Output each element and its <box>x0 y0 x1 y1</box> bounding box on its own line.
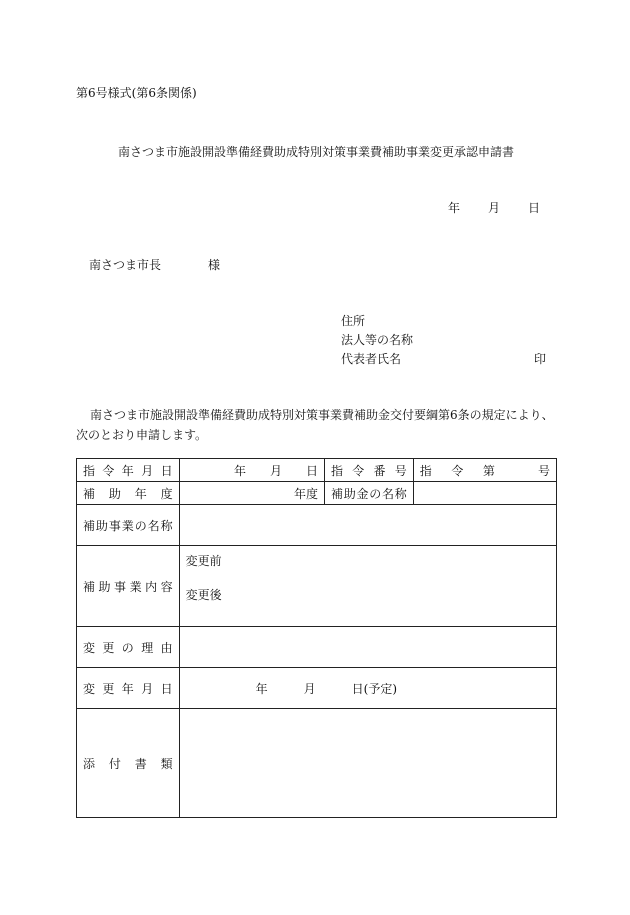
date-year: 年 <box>448 201 461 215</box>
after-change-label: 変更後 <box>185 588 222 602</box>
project-content-label: 補助事業内容 <box>77 546 180 627</box>
directive-date-label: 指令年月日 <box>77 459 180 482</box>
directive-number-suffix: 号 <box>537 463 550 478</box>
change-date-label: 変更年月日 <box>77 668 180 709</box>
applicant-address-label: 住所 <box>341 314 366 328</box>
change-month-unit: 月 <box>303 681 316 696</box>
directive-date-field[interactable] <box>179 459 324 482</box>
change-day-unit: 日(予定) <box>351 681 398 696</box>
form-number: 第6号様式(第6条関係) <box>76 86 197 100</box>
fiscal-year-unit: 年度 <box>293 486 318 501</box>
attachments-field[interactable] <box>179 709 556 818</box>
directive-year-unit: 年 <box>233 463 246 478</box>
applicant-corp-name-label: 法人等の名称 <box>341 333 414 347</box>
attachments-label: 添付書類 <box>77 709 180 818</box>
addressee-honorific: 様 <box>208 258 221 272</box>
application-table <box>76 458 557 818</box>
document-title: 南さつま市施設開設準備経費助成特別対策事業費補助事業変更承認申請書 <box>118 145 515 159</box>
subsidy-name-label: 補助金の名称 <box>325 482 414 505</box>
date-day: 日 <box>528 201 541 215</box>
table-row <box>77 668 557 709</box>
fiscal-year-label: 補助年度 <box>77 482 180 505</box>
project-name-field[interactable] <box>179 505 556 546</box>
table-row <box>77 627 557 668</box>
applicant-representative-label: 代表者氏名 <box>341 352 402 366</box>
change-reason-label: 変更の理由 <box>77 627 180 668</box>
directive-number-field[interactable] <box>413 459 556 482</box>
subsidy-name-field[interactable] <box>413 482 556 505</box>
fiscal-year-field[interactable] <box>179 482 324 505</box>
directive-number-prefix: 指令第 <box>419 463 515 478</box>
directive-number-label: 指令番号 <box>325 459 414 482</box>
table-row <box>77 459 557 482</box>
directive-day-unit: 日 <box>305 463 318 478</box>
date-month: 月 <box>488 201 501 215</box>
change-year-unit: 年 <box>255 681 268 696</box>
body-text: 南さつま市施設開設準備経費助成特別対策事業費補助金交付要綱第6条の規定により、次のとおり申請します。 <box>76 408 554 442</box>
applicant-block <box>341 312 413 369</box>
seal-mark: 印 <box>534 352 547 366</box>
directive-month-unit: 月 <box>269 463 282 478</box>
project-content-field[interactable] <box>179 546 556 627</box>
table-row <box>77 546 557 627</box>
project-name-label: 補助事業の名称 <box>77 505 180 546</box>
addressee-name: 南さつま市長 <box>89 258 162 272</box>
table-row <box>77 505 557 546</box>
before-change-label: 変更前 <box>185 554 222 568</box>
table-row <box>77 482 557 505</box>
change-date-field[interactable] <box>179 668 556 709</box>
table-row <box>77 709 557 818</box>
application-date <box>448 199 540 216</box>
change-reason-field[interactable] <box>179 627 556 668</box>
